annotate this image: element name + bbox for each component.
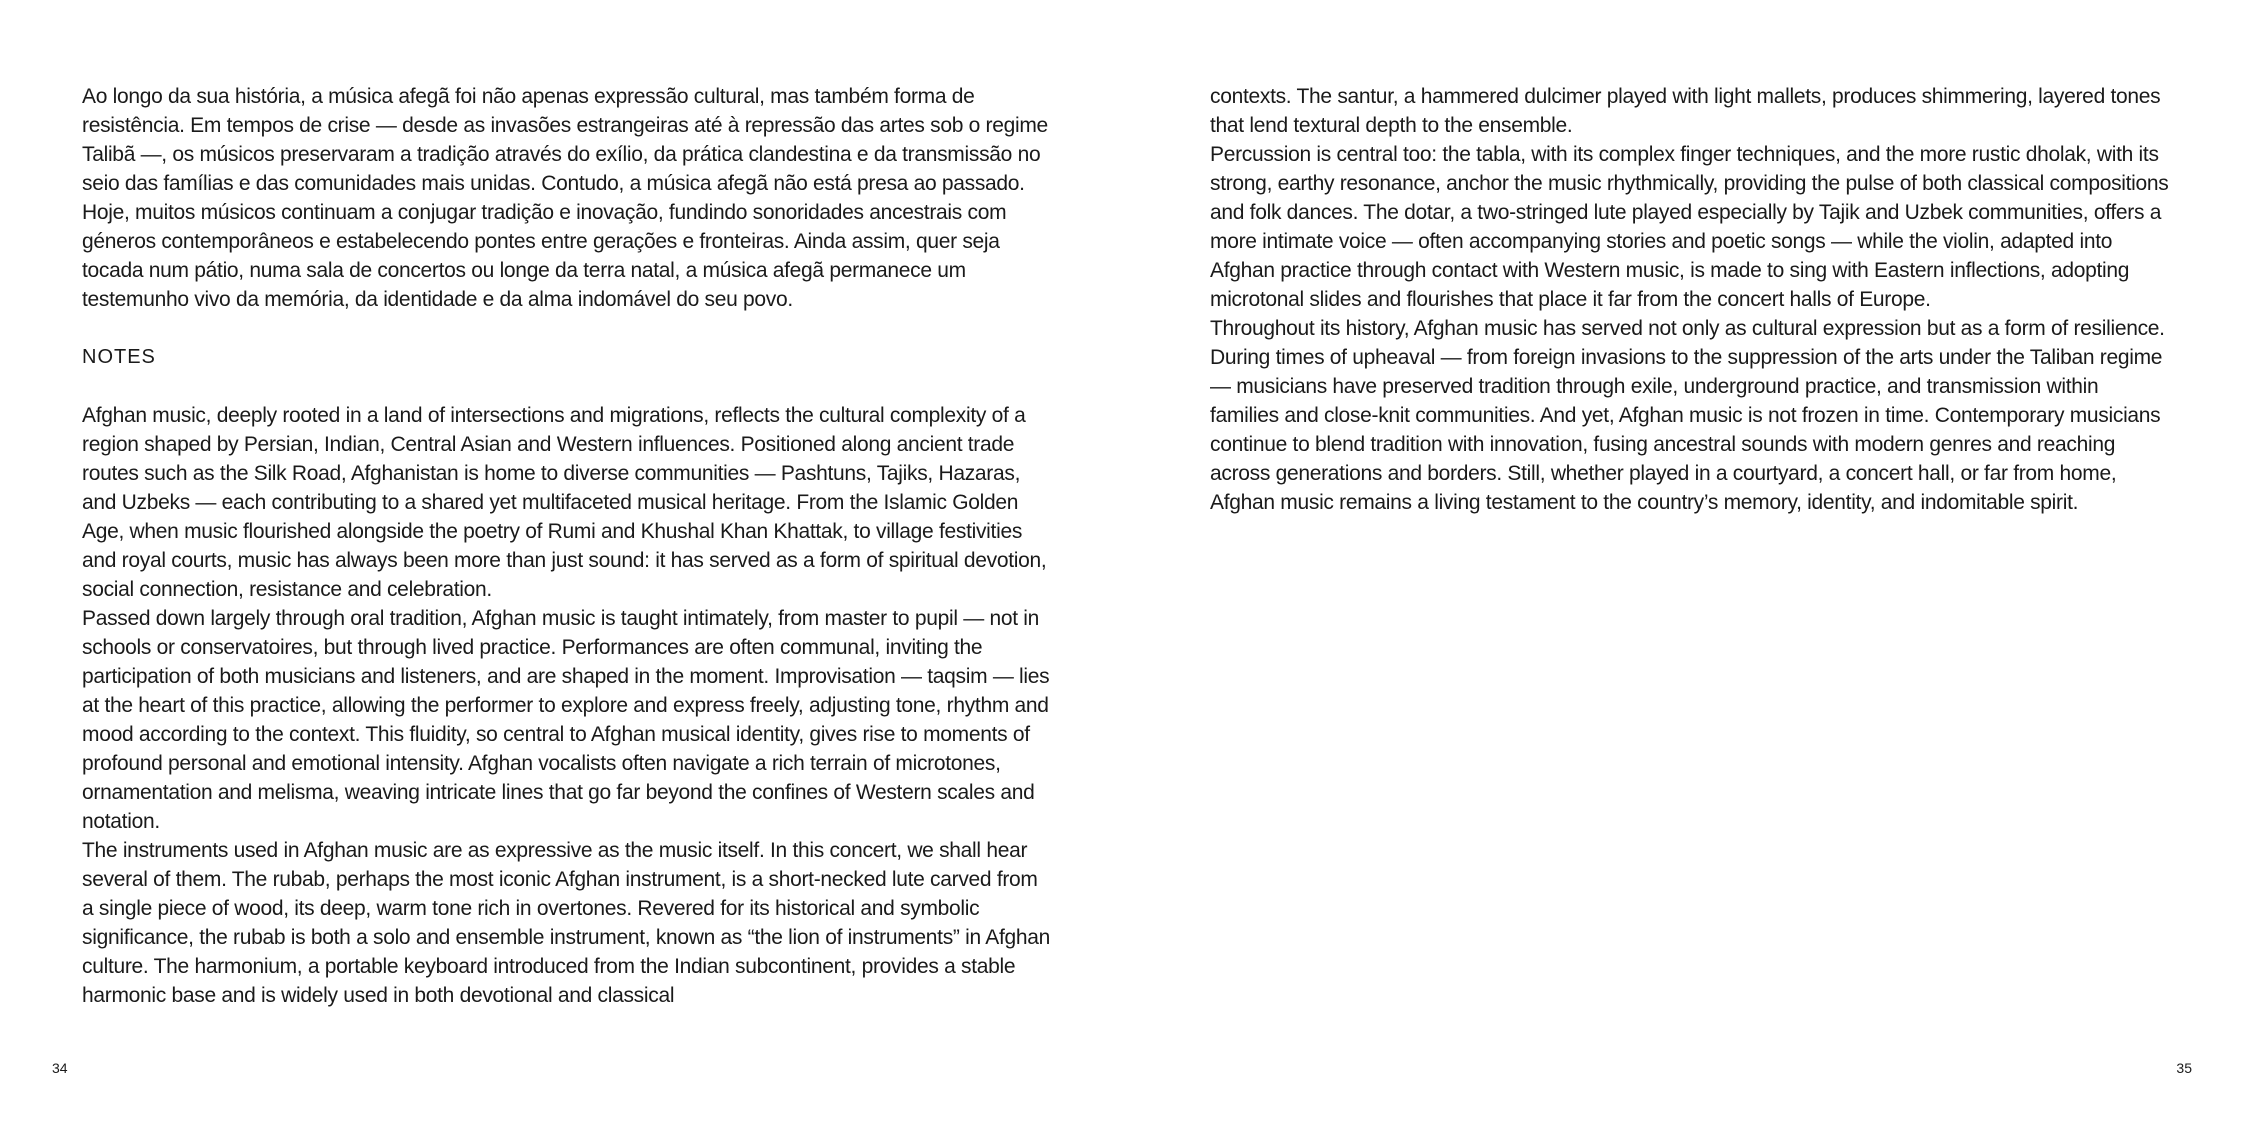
notes-paragraph: Afghan music, deeply rooted in a land of intersections and migrations, reflects the cultural complexity of a region shaped by Persian, Indian, Central Asian and Western influences. Positioned along ancient trade routes such as the Silk Road, Afghanistan is home to diverse communities — Pashtuns, Tajiks, Hazaras, and Uzbeks — each contributing to a shared yet multifaceted musical heritage. From the Islamic Golden Age, when music flourished alongside the poetry of Rumi and Khushal Khan Khattak, to village festivities and royal courts, music has always been more than just sound: it has served as a form of spiritual devotion, social connection, resistance and celebration. (82, 404, 1047, 601)
left-text-column (82, 82, 1054, 1010)
notes-paragraph: Percussion is central too: the tabla, with its complex finger techniques, and the more rustic dholak, with its strong, earthy resonance, anchor the music rhythmically, providing the pulse of both classical compositions and folk dances. The dotar, a two-stringed lute played especially by Tajik and Uzbek communities, offers a more intimate voice — often accompanying stories and poetic songs — while the violin, adapted into Afghan practice through contact with Western music, is made to sing with Eastern inflections, adopting microtonal slides and flourishes that place it far from the concert halls of Europe. (1210, 143, 2169, 311)
notes-paragraph: Passed down largely through oral tradition, Afghan music is taught intimately, from master to pupil — not in schools or conservatoires, but through lived practice. Performances are often communal, inviting the participation of both musicians and listeners, and are shaped in the moment. Improvisation — taqsim — lies at the heart of this practice, allowing the performer to explore and express freely, adjusting tone, rhythm and mood according to the context. This fluidity, so central to Afghan musical identity, gives rise to moments of profound personal and emotional intensity. Afghan vocalists often navigate a rich terrain of microtones, ornamentation and melisma, weaving intricate lines that go far beyond the confines of Western scales and notation. (82, 607, 1050, 833)
right-page (1122, 0, 2244, 1122)
notes-paragraph: The instruments used in Afghan music are as expressive as the music itself. In this concert, we shall hear several of them. The rubab, perhaps the most iconic Afghan instrument, is a short-necked lute carved from a single piece of wood, its deep, warm tone rich in overtones. Revered for its historical and symbolic significance, the rubab is both a solo and ensemble instrument, known as “the lion of instruments” in Afghan culture. The harmonium, a portable keyboard introduced from the Indian subcontinent, provides a stable harmonic base and is widely used in both devotional and classical (82, 839, 1051, 1007)
notes-paragraph: Throughout its history, Afghan music has served not only as cultural expression but as a form of resilience. During times of upheaval — from foreign invasions to the suppression of the arts under the Taliban regime — musicians have preserved tradition through exile, underground practice, and transmission within families and close-knit communities. And yet, Afghan music is not frozen in time. Contemporary musicians continue to blend tradition with innovation, fusing ancestral sounds with modern genres and reaching across generations and borders. Still, whether played in a courtyard, a concert hall, or far from home, Afghan music remains a living testament to the country’s memory, identity, and indomitable spirit. (1210, 317, 2165, 514)
page-number-right: 35 (2176, 1060, 2192, 1076)
spacer (82, 372, 1054, 401)
notes-paragraph: contexts. The santur, a hammered dulcimer played with light mallets, produces shimmering, layered tones that lend textural depth to the ensemble. (1210, 85, 2161, 137)
right-text-column (1210, 82, 2170, 517)
notes-heading: NOTES (82, 346, 156, 368)
portuguese-paragraph: Ao longo da sua história, a música afegã foi não apenas expressão cultural, mas também forma de resistência. Em tempos de crise — desde as invasões estrangeiras até à repressão das artes sob o regime Talibã —, os músicos preservaram a tradição através do exílio, da prática clandestina e da transmissão no seio das famílias e das comunidades mais unidas. Contudo, a música afegã não está presa ao passado. Hoje, muitos músicos continuam a conjugar tradição e inovação, fundindo sonoridades ancestrais com géneros contemporâneos e estabelecendo pontes entre gerações e fronteiras. Ainda assim, quer seja tocada num pátio, numa sala de concertos ou longe da terra natal, a música afegã permanece um testemunho vivo da memória, da identidade e da alma indomável do seu povo. (82, 85, 1048, 311)
page-number-left: 34 (52, 1060, 68, 1076)
spacer (82, 314, 1054, 343)
